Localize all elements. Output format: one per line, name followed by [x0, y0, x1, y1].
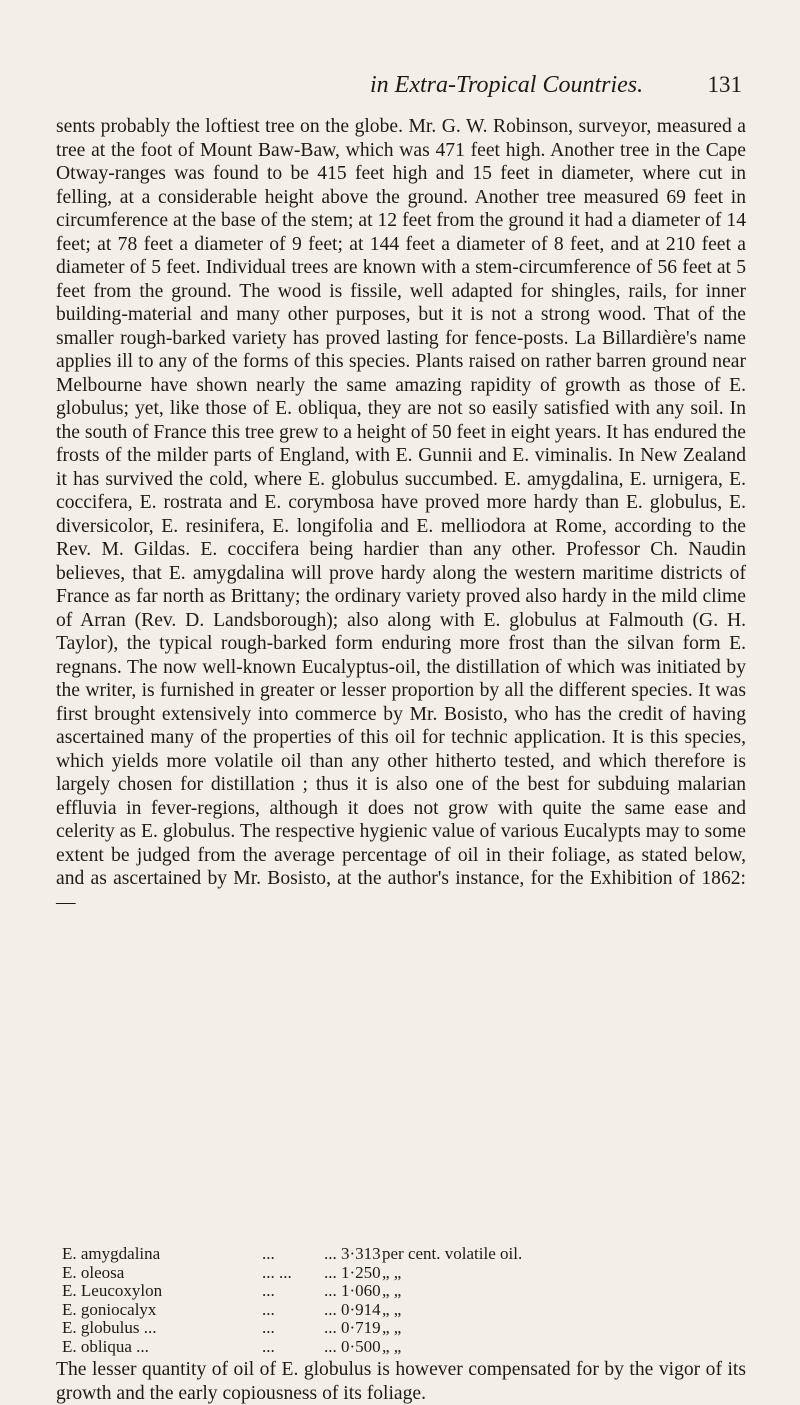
leader-dots: ...: [262, 1244, 275, 1263]
page-number: 131: [707, 72, 742, 97]
leader-dots: ...: [262, 1336, 275, 1356]
running-head: [0, 64, 800, 104]
leader-dots: ...: [262, 1318, 275, 1337]
species-name: E. Leucoxylon: [62, 1281, 163, 1300]
oil-percentage: ... 1·250: [324, 1262, 381, 1282]
table-row: [62, 1282, 702, 1301]
table-row: [62, 1245, 702, 1264]
unit-label: „ „: [382, 1318, 402, 1337]
oil-percentage: ... 0·500: [324, 1336, 381, 1356]
unit-label: per cent. volatile oil.: [382, 1244, 523, 1263]
unit-label: „ „: [382, 1262, 402, 1282]
species-name: E. amygdalina: [62, 1244, 161, 1263]
table-row: [62, 1301, 702, 1320]
table-row: [62, 1319, 702, 1338]
oil-percentage: ... 0·914: [324, 1299, 381, 1319]
running-title: in Extra-Tropical Countries.: [370, 72, 644, 98]
oil-percentage: ... 1·060: [324, 1281, 381, 1300]
species-name: E. obliqua ...: [62, 1336, 149, 1356]
leader-dots: ... ...: [262, 1262, 292, 1282]
unit-label: „ „: [382, 1281, 402, 1300]
leader-dots: ...: [262, 1299, 275, 1319]
species-name: E. oleosa: [62, 1262, 125, 1282]
closing-paragraph: The lesser quantity of oil of E. globulus is however compensated for by the vigor of its growth and the early copiousness of its foliage.: [56, 1359, 746, 1404]
body-paragraph: sents probably the loftiest tree on the globe. Mr. G. W. Robinson, surveyor, measured a tree at the foot of Mount Baw-Baw, which was 471 feet high. Another tree in the Cape Otway-ranges was found to be 415 feet high and 15 feet in diameter, where cut in felling, at a considerable height above the ground. Another tree measured 69 feet in circumference at the base of the stem; at 12 feet from the ground it had a diameter of 14 feet; at 78 feet a diameter of 9 feet; at 144 feet a diameter of 8 feet, and at 210 feet a diameter of 5 feet. Individual trees are known with a stem-circumference of 56 feet at 5 feet from the ground. The wood is fissile, well adapted for shingles, rails, for inner building-material and many other purposes, but it is not a strong wood. That of the smaller rough-barked variety has proved lasting for fence-posts. La Billardière's name applies ill to any of the forms of this species. Plants raised on rather barren ground near Melbourne have shown nearly the same amazing rapidity of growth as those of E. globulus; yet, like those of E. obliqua, they are not so easily satisfied with any soil. In the south of France this tree grew to a height of 50 feet in eight years. It has endured the frosts of the milder parts of England, with E. Gunnii and E. viminalis. In New Zealand it has survived the cold, where E. globulus succumbed. E. amygdalina, E. urnigera, E. coccifera, E. rostrata and E. corymbosa have proved more hardy than E. globulus, E. diversicolor, E. resinifera, E. longifolia and E. melliodora at Rome, according to the Rev. M. Gildas. E. coccifera being hardier than any other. Professor Ch. Naudin believes, that E. amygdalina will prove hardy along the western maritime districts of France as far north as Brittany; the ordinary variety proved also hardy in the mild clime of Arran (Rev. D. Landsborough); also along with E. globulus at Falmouth (G. H. Taylor), the typical rough-barked form enduring more frost than the silvan form E. regnans. The now well-known Eucalyptus-oil, the distillation of which was initiated by the writer, is furnished in greater or lesser proportion by all the different species. It was first brought extensively into commerce by Mr. Bosisto, who has the credit of having ascertained many of the properties of this oil for technic application. It is this species, which yields more volatile oil than any other hitherto tested, and which therefore is largely chosen for distillation ; thus it is also one of the best for subduing malarian effluvia in fever-regions, although it does not grow with quite the same ease and celerity as E. globulus. The respective hygienic value of various Eucalypts may to some extent be judged from the average percentage of oil in their foliage, as stated below, and as ascertained by Mr. Bosisto, at the author's instance, for the Exhibition of 1862:—: [56, 116, 746, 913]
table-row: [62, 1264, 702, 1283]
species-name: E. globulus ...: [62, 1318, 157, 1337]
table-row: [62, 1338, 702, 1357]
oil-percentage: ... 0·719: [324, 1318, 381, 1337]
oil-percentage-table: [62, 1245, 702, 1356]
leader-dots: ...: [262, 1281, 275, 1300]
unit-label: „ „: [382, 1299, 402, 1319]
species-name: E. goniocalyx: [62, 1299, 157, 1319]
unit-label: „ „: [382, 1336, 402, 1356]
oil-percentage: ... 3·313: [324, 1244, 381, 1263]
